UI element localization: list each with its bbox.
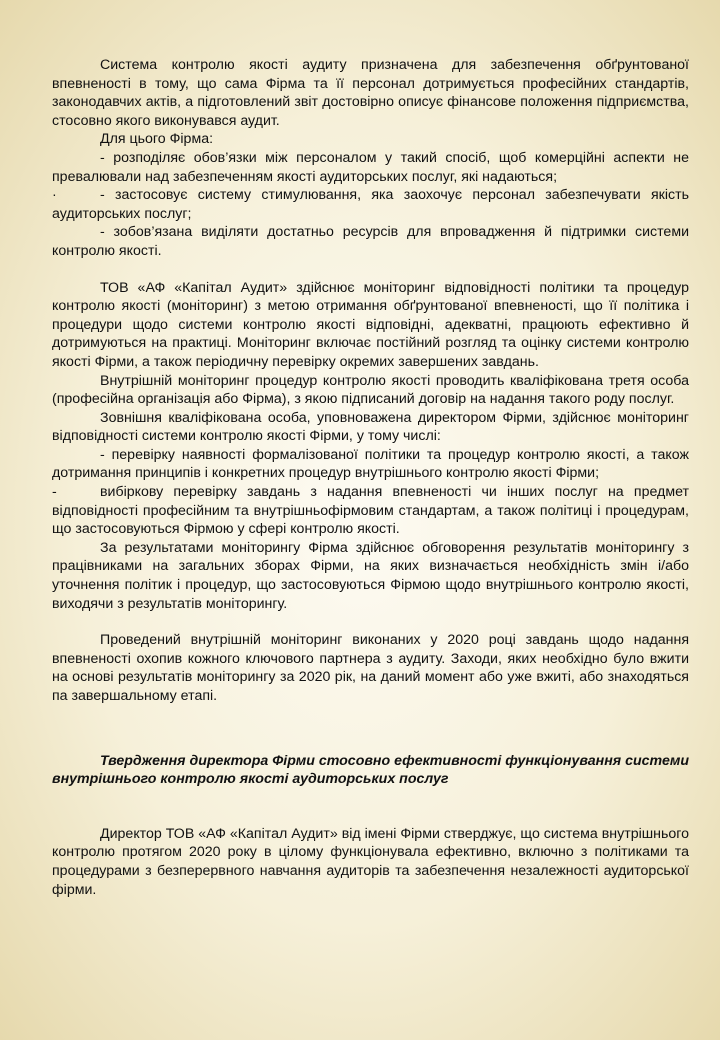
list-item	[52, 446, 689, 483]
list-item-text: - застосовує систему стимулювання, яка заохочує персонал забезпечувати якість аудиторських послуг;	[52, 187, 689, 222]
paragraph-director-statement: Директор ТОВ «АФ «Капітал Аудит» від імені Фірми стверджує, що система внутрішнього контролю протягом 2020 року в цілому функціонувала ефективно, включно з політиками та процедурами з безперервного навчання аудиторів та забезпечення незалежності аудиторської фірми.	[52, 825, 689, 898]
list-item-text: - зобов’язана виділяти достатньо ресурсів для впровадження й підтримки системи контролю якості.	[52, 224, 689, 259]
list-bullet: -	[52, 484, 57, 501]
paragraph-external-person: Зовнішня кваліфікована особа, уповноважена директором Фірми, здійснює моніторинг відповідності системи контролю якості Фірми, у тому числі:	[52, 409, 689, 445]
paragraph-monitoring: ТОВ «АФ «Капітал Аудит» здійснює моніторинг відповідності політики та процедур контролю якості (моніторинг) з метою отримання обґрунтованої впевненості, що її політика і процедури щодо системи контролю якості відповідні, адекватні, працюють ефективно й дотримуються на практиці. Моніторинг включає постійний розгляд та оцінку системи контролю якості Фірми, а також періодичну перевірку окремих завершених завдань.	[52, 279, 689, 370]
list-item	[52, 186, 689, 223]
paragraph-intro: Система контролю якості аудиту призначена для забезпечення обґрунтованої впевненості в тому, що сама Фірма та її персонал дотримується професійних стандартів, законодавчих актів, а підготовлений звіт достовірно описує фінансове положення підприємства, стосовно якого виконувався аудит.	[52, 57, 689, 129]
paragraph-results: За результатами моніторингу Фірма здійснює обговорення результатів моніторингу з працівниками на загальних зборах Фірми, на яких визначається необхідність змін і/або уточнення політик і процедур, що застосовуються Фірмою щодо внутрішнього контролю якості, виходячи з результатів моніторингу.	[52, 539, 689, 612]
paragraph-for-this: Для цього Фірма:	[100, 131, 214, 148]
list-item-text: вибіркову перевірку завдань з надання впевненості чи інших послуг на предмет відповідності професійним та внутрішньофірмовим стандартам, а також політиці і процедурам, що застосовуються Фірмою у сфері контролю якості.	[52, 484, 689, 538]
section-heading: Твердження директора Фірми стосовно ефективності функціонування системи внутрішнього контролю якості аудиторських послуг	[52, 752, 689, 788]
list-item	[52, 149, 689, 186]
list-bullet: ·	[52, 187, 57, 204]
list-item	[52, 483, 689, 539]
list-item-text: - перевірку наявності формалізованої політики та процедур контролю якості, а також дотримання принципів і конкретних процедур внутрішнього контролю якості Фірми;	[52, 446, 689, 482]
paragraph-internal-monitoring: Внутрішній моніторинг процедур контролю якості проводить кваліфікована третя особа (професійна організація або Фірма), з якою підписаний договір на надання такого роду послуг.	[52, 372, 689, 408]
list-item	[52, 223, 689, 260]
paragraph-conducted-monitoring: Проведений внутрішній моніторинг виконаних у 2020 році завдань щодо надання впевненості охопив кожного ключового партнера з аудиту. Заходи, яких необхідно було вжити на основі результатів моніторингу за 2020 рік, на даний момент або уже вжиті, або знаходяться па завершальному етапі.	[52, 632, 689, 704]
list-item-text: - розподіляє обов’язки між персоналом у такий спосіб, щоб комерційні аспекти не превалювали над забезпеченням якості аудиторських послуг, які надаються;	[52, 149, 689, 185]
